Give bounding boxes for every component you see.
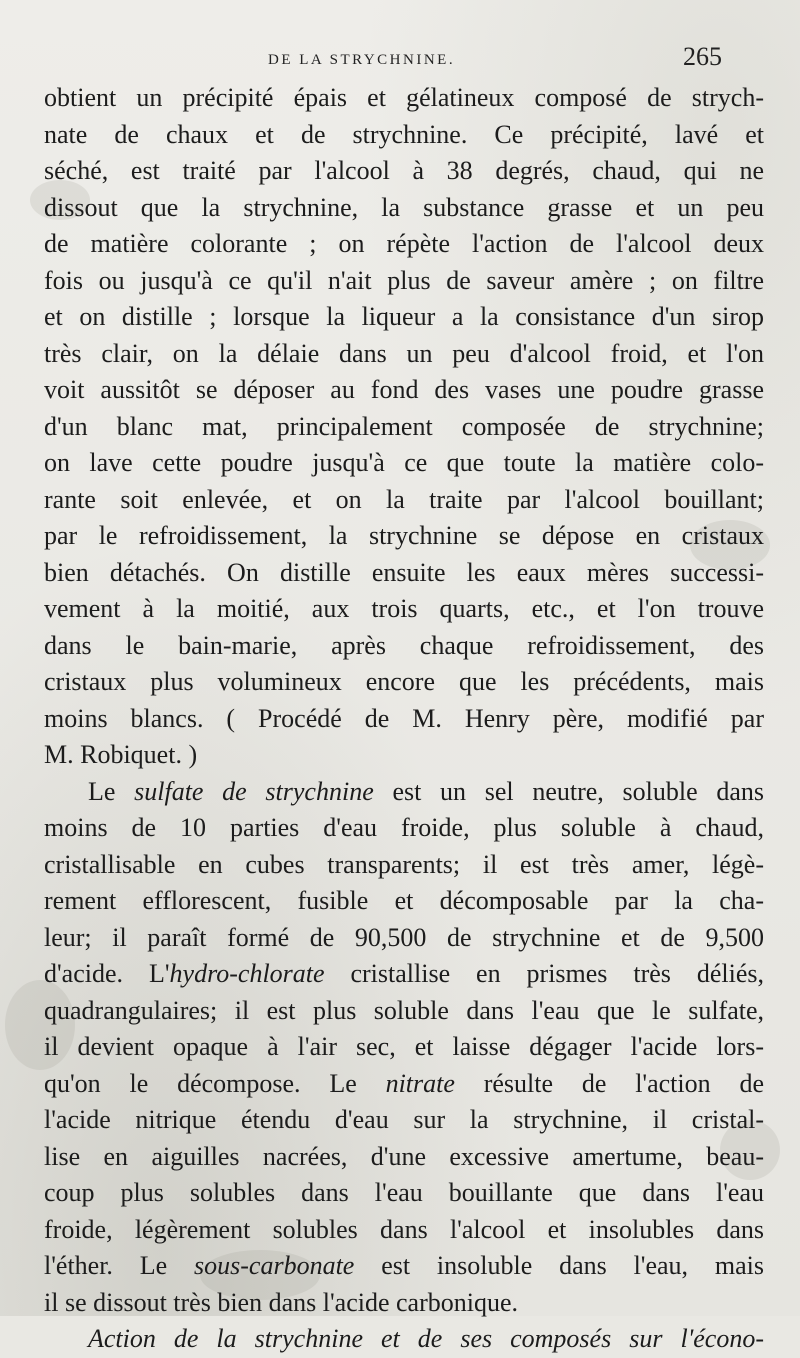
- text-run: qu'on le décompose. Le: [44, 1068, 386, 1098]
- text-line: coup plus solubles dans l'eau bouillante que dans l'eau: [44, 1178, 764, 1207]
- italic-term: sulfate de strychnine: [134, 776, 374, 806]
- paragraph-continuation: [44, 80, 764, 774]
- text-line: Action de la strychnine et de ses composés sur l'écono-: [88, 1324, 764, 1353]
- text-line: bien détachés. On distille ensuite les eaux mères successi-: [44, 557, 764, 587]
- text-line: moins blancs. ( Procédé de M. Henry père, modifié par: [44, 703, 764, 733]
- text-line: cristallisable en cubes transparents; il est très amer, légè-: [44, 849, 764, 879]
- text-line: lise en aiguilles nacrées, d'une excessive amertume, beau-: [44, 1141, 764, 1171]
- page-header: [0, 42, 800, 82]
- page-number: 265: [683, 42, 722, 71]
- text-line: fois ou jusqu'à ce qu'il n'ait plus de saveur amère ; on filtre: [44, 265, 764, 295]
- text-line: on lave cette poudre jusqu'à ce que toute la matière colo-: [44, 448, 764, 477]
- text-run: résulte de l'action de: [454, 1068, 764, 1098]
- text-line: l'acide nitrique étendu d'eau sur la strychnine, il cristal-: [44, 1105, 764, 1134]
- text-line: quadrangulaires; il est plus soluble dans l'eau que le sulfate,: [44, 995, 764, 1025]
- text-line: M. Robiquet. ): [44, 740, 198, 769]
- running-title: DE LA STRYCHNINE.: [268, 52, 456, 68]
- text-line: très clair, on la délaie dans un peu d'alcool froid, et l'on: [44, 338, 764, 368]
- text-line: [44, 774, 764, 811]
- text-line: leur; il paraît formé de 90,500 de strychnine et de 9,500: [44, 922, 764, 952]
- text-line: dans le bain-marie, après chaque refroidissement, des: [44, 630, 764, 660]
- italic-term: nitrate: [385, 1068, 455, 1098]
- text-line: [44, 1066, 764, 1103]
- text-run: est un sel neutre, soluble dans: [373, 776, 764, 806]
- paragraph-action-heading: [44, 1321, 764, 1358]
- body-text: [44, 80, 764, 1358]
- text-line: cristaux plus volumineux encore que les précédents, mais: [44, 667, 764, 696]
- text-line: voit aussitôt se déposer au fond des vases une poudre grasse: [44, 375, 764, 404]
- text-line: de matière colorante ; on répète l'action de l'alcool deux: [44, 229, 764, 258]
- text-run: l'éther. Le: [44, 1251, 195, 1280]
- text-line: [44, 1248, 764, 1285]
- text-line: il se dissout très bien dans l'acide carbonique.: [44, 1287, 519, 1317]
- text-line: il devient opaque à l'air sec, et laisse dégager l'acide lors-: [44, 1032, 764, 1061]
- text-line: vement à la moitié, aux trois quarts, etc., et l'on trouve: [44, 594, 764, 623]
- text-line: rement efflorescent, fusible et décomposable par la cha-: [44, 886, 764, 915]
- text-line: d'un blanc mat, principalement composée de strychnine;: [44, 411, 764, 441]
- text-line: par le refroidissement, la strychnine se dépose en cristaux: [44, 521, 764, 550]
- text-line: nate de chaux et de strychnine. Ce précipité, lavé et: [44, 119, 764, 149]
- italic-term: hydro-chlorate: [169, 959, 325, 988]
- paragraph-salts: [44, 774, 764, 1322]
- text-line: rante soit enlevée, et on la traite par l'alcool bouillant;: [44, 484, 764, 514]
- italic-term: sous-carbonate: [194, 1251, 355, 1280]
- text-line: obtient un précipité épais et gélatineux composé de strych-: [44, 83, 764, 112]
- text-line: dissout que la strychnine, la substance grasse et un peu: [44, 192, 764, 222]
- text-run: est insoluble dans l'eau, mais: [354, 1251, 764, 1280]
- text-line: séché, est traité par l'alcool à 38 degrés, chaud, qui ne: [44, 156, 764, 185]
- text-line: et on distille ; lorsque la liqueur a la consistance d'un sirop: [44, 302, 764, 331]
- text-line: [44, 956, 764, 993]
- text-run: cristallise en prismes très déliés,: [324, 959, 764, 988]
- text-line: froide, légèrement solubles dans l'alcool et insolubles dans: [44, 1214, 764, 1244]
- text-run: Le: [88, 776, 135, 806]
- text-run: d'acide. L': [44, 959, 170, 988]
- text-line: moins de 10 parties d'eau froide, plus soluble à chaud,: [44, 813, 764, 842]
